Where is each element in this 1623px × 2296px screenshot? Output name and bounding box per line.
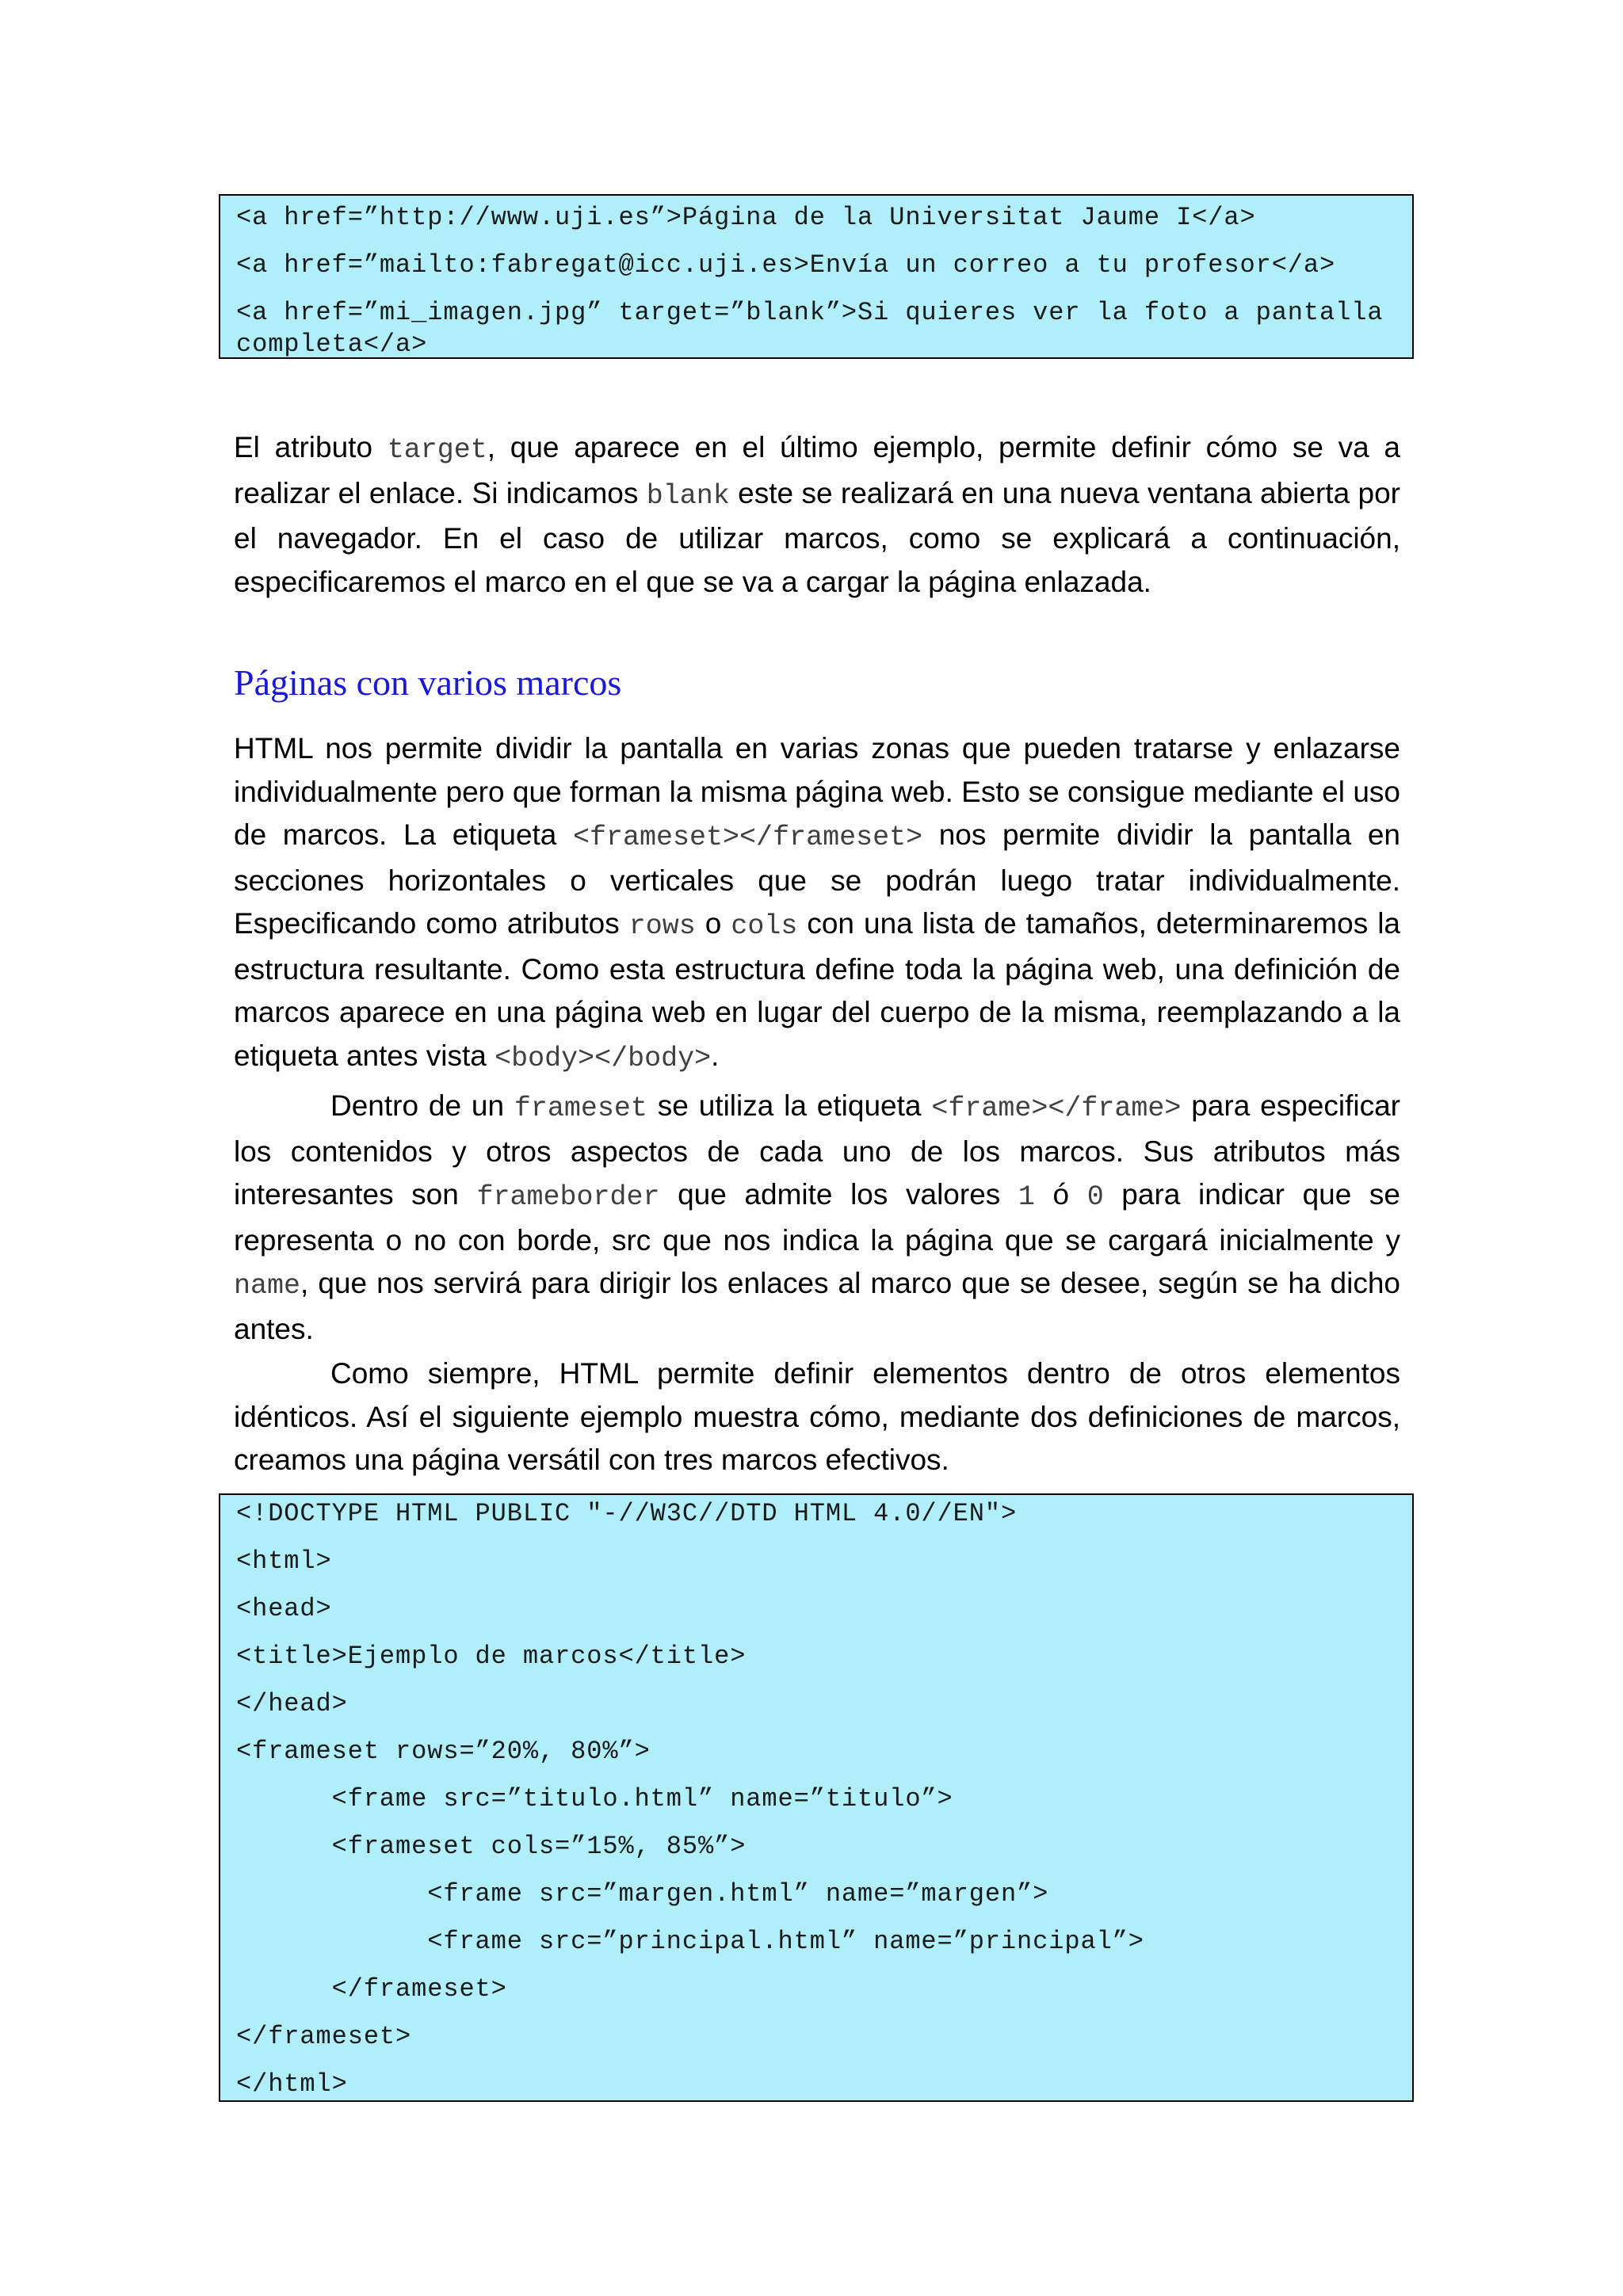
- code-line: <a href=”mi_imagen.jpg” target=”blank”>Si quieres ver la foto a pantalla completa</a>: [236, 298, 1384, 359]
- code-line: <frameset cols=”15%, 85%”>: [236, 1832, 747, 1861]
- code-line: </frameset>: [236, 1974, 507, 2004]
- inline-code: cols: [731, 910, 798, 942]
- inline-code: frameset: [514, 1093, 647, 1124]
- code-line: </head>: [236, 1689, 348, 1718]
- code-line: <frame src=”titulo.html” name=”titulo”>: [236, 1784, 953, 1814]
- inline-code: 1: [1018, 1181, 1035, 1213]
- code-block-frames-example: [219, 1493, 1414, 2102]
- text-run: para indicar que se representa o no con borde, src que nos indica la página que se cargará inicialmente y: [234, 1178, 1400, 1257]
- text-run: HTML nos permite dividir la pantalla en varias zonas que pueden tratarse y enlazarse individualmente pero que forman la misma página web. Esto se consigue mediante el uso de marcos. La etiqueta: [234, 732, 1400, 851]
- text-run: El atributo: [234, 431, 388, 463]
- code-line: <head>: [236, 1594, 332, 1623]
- paragraph-nested-frames: Como siempre, HTML permite definir elementos dentro de otros elementos idénticos. Así el siguiente ejemplo muestra cómo, mediante dos definiciones de marcos, creamos una página versátil con tres marcos efectivos.: [234, 1357, 1400, 1476]
- text-run: se utiliza la etiqueta: [647, 1089, 932, 1122]
- inline-code: 0: [1086, 1181, 1104, 1213]
- code-line: <a href=”mailto:fabregat@icc.uji.es>Envía un correo a tu profesor</a>: [236, 250, 1336, 280]
- inline-code: target: [387, 434, 487, 466]
- text-run: , que nos servirá para dirigir los enlaces al marco que se desee, según se ha dicho antes.: [234, 1267, 1400, 1345]
- text-run: con una lista de tamaños, determinaremos la estructura resultante. Como esta estructura define toda la página web, una definición de marcos aparece en una página web en lugar del cuerpo de la misma, reemplazando a la etiqueta antes vista: [234, 907, 1400, 1072]
- inline-code: rows: [628, 910, 696, 942]
- inline-code: frameborder: [476, 1181, 660, 1213]
- code-line: <a href=”http://www.uji.es”>Página de la Universitat Jaume I</a>: [236, 203, 1256, 232]
- text-run: , que aparece en el último ejemplo, permite definir cómo se va a realizar el enlace. Si indicamos: [234, 431, 1400, 509]
- text-run: ó: [1034, 1178, 1087, 1211]
- text-run: o: [695, 907, 731, 940]
- text-run: que admite los valores: [659, 1178, 1018, 1211]
- section-heading: Páginas con varios marcos: [234, 662, 622, 703]
- code-line: </frameset>: [236, 2022, 412, 2051]
- code-block-links: [219, 194, 1414, 359]
- code-line: <frame src=”principal.html” name=”principal”>: [236, 1927, 1144, 1956]
- code-line: <!DOCTYPE HTML PUBLIC "-//W3C//DTD HTML 4.0//EN">: [236, 1499, 1018, 1528]
- code-line: </html>: [236, 2069, 348, 2099]
- code-line: <frameset rows=”20%, 80%”>: [236, 1737, 651, 1766]
- text-run: para especificar los contenidos y otros aspectos de cada uno de los marcos. Sus atributos más interesantes son: [234, 1089, 1400, 1211]
- inline-code: blank: [646, 479, 730, 512]
- text-run: nos permite dividir la pantalla en secciones horizontales o verticales que se podrán luego tratar individualmente. Especificando como atributos: [234, 818, 1400, 940]
- code-line: <title>Ejemplo de marcos</title>: [236, 1642, 747, 1671]
- inline-code: name: [234, 1270, 301, 1302]
- inline-code: <frame></frame>: [931, 1093, 1182, 1124]
- inline-code: <body></body>: [495, 1042, 712, 1074]
- text-run: este se realizará en una nueva ventana abierta por el navegador. En el caso de utilizar marcos, como se explicará a continuación, especificaremos el marco en el que se va a cargar la página enlazada.: [234, 476, 1400, 598]
- text-run: .: [711, 1039, 720, 1072]
- paragraph-frame-tag: [234, 1085, 1400, 1351]
- paragraph-target-attribute: [234, 426, 1400, 604]
- code-line: <html>: [236, 1547, 332, 1576]
- code-line: <frame src=”margen.html” name=”margen”>: [236, 1879, 1049, 1909]
- paragraph-frameset-intro: [234, 727, 1400, 1080]
- inline-code: <frameset></frameset>: [573, 822, 923, 853]
- text-run: Dentro de un: [330, 1089, 514, 1122]
